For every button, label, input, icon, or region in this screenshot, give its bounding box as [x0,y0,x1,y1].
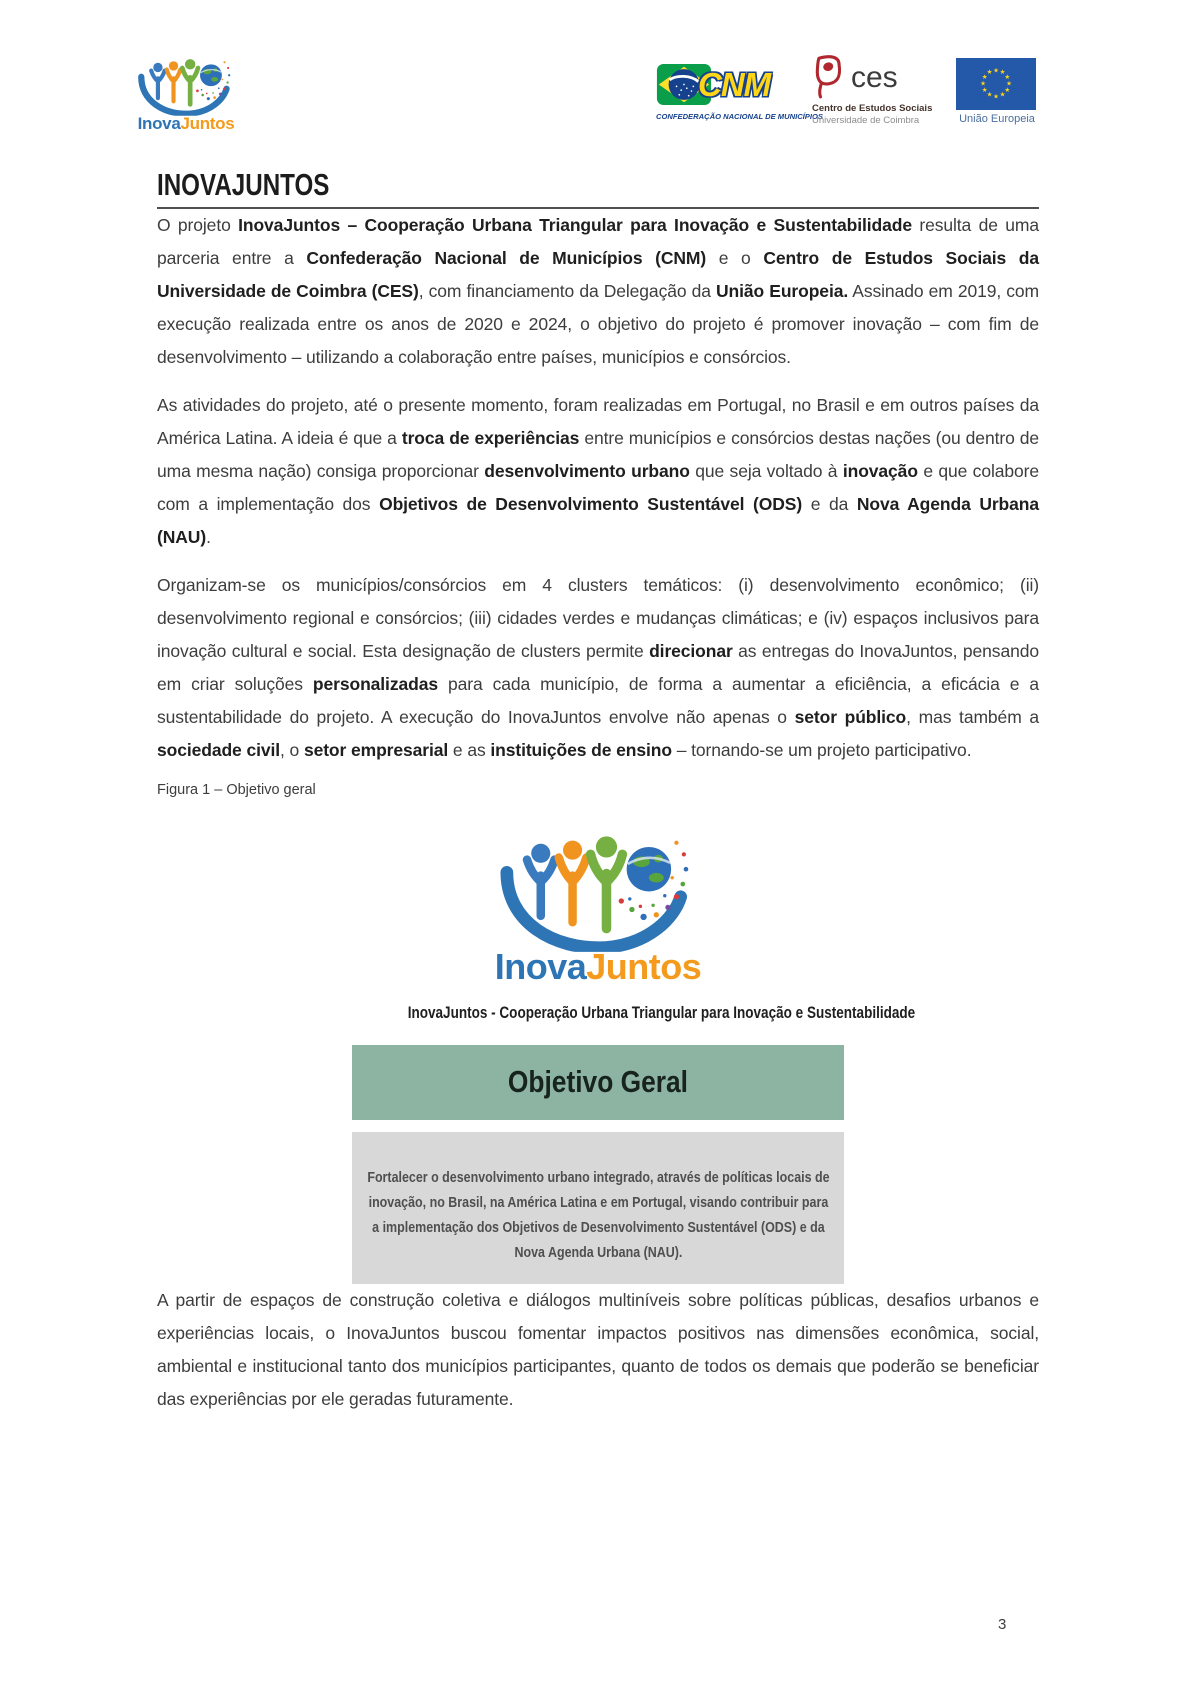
figure-objective-title: Objetivo Geral [507,1064,689,1100]
ces-acronym: ces [851,61,898,94]
inovajuntos-logo [133,48,239,134]
ces-caption-line1: Centro de Estudos Sociais [812,103,933,114]
figure-inovajuntos-wordmark [352,946,844,988]
figure-inovajuntos-logo-icon [492,814,704,952]
figure-title: InovaJuntos - Cooperação Urbana Triangular para Inovação e Sustentabilidade [407,1004,916,1023]
paragraph-4: A partir de espaços de construção coletiva e diálogos multiníveis sobre políticas públicas, desafios urbanos e experiências locais, o InovaJuntos buscou fomentar impactos positivos nas dimensões econômica, social, ambiental e institucional tanto dos municípios participantes, quanto de todos os demais que poderão se beneficiar das experiências por ele geradas futuramente. [157,1290,1039,1410]
figure-wordmark-inova: Inova [494,946,587,988]
page-title: INOVAJUNTOS [157,167,330,202]
figure-caption: Figura 1 – Objetivo geral [157,782,316,799]
paragraph-2: As atividades do projeto, até o presente momento, foram realizadas em Portugal, no Brasil e em outros países da América Latina. A ideia é que a troca de experiências entre municípios e consórcios destas nações (ou dentro de uma mesma nação) consiga proporcionar desenvolvimento urbano que seja voltado à inovação e que colabore com a implementação dos Objetivos de Desenvolvimento Sustentável (ODS) e da Nova Agenda Urbana (NAU). [157,395,1040,548]
ces-caption-line2: Universidade de Coimbra [812,115,920,126]
inovajuntos-wordmark-juntos: Juntos [180,114,235,133]
paragraph-1: O projeto InovaJuntos – Cooperação Urbana Triangular para Inovação e Sustentabilidade resulta de uma parceria entre a Confederação Nacional de Municípios (CNM) e o Centro de Estudos Sociais da Universidade de Coimbra (CES), com financiamento da Delegação da União Europeia. Assinado em 2019, com execução realizada entre os anos de 2020 e 2024, o objetivo do projeto é promover inovação – com fim de desenvolvimento – utilizando a colaboração entre países, municípios e consórcios. [157,215,1040,368]
figure-objective-text: Fortalecer o desenvolvimento urbano integrado, através de políticas locais de inovação, no Brasil, na América Latina e em Portugal, visando contribuir para a implementação dos Objetivos de Desenvolvimento Sustentável (ODS) e da Nova Agenda Urbana (NAU). [366,1170,830,1262]
paragraph-3: Organizam-se os municípios/consórcios em 4 clusters temáticos: (i) desenvolvimento econômico; (ii) desenvolvimento regional e consórcios; (iii) cidades verdes e mudanças climáticas; e (iv) espaços inclusivos para inovação cultural e social. Esta designação de clusters permite direcionar as entregas do InovaJuntos, pensando em criar soluções personalizadas para cada município, de forma a aumentar a eficiência, a eficácia e a sustentabilidade do projeto. A execução do InovaJuntos envolve não apenas o setor público, mas também a sociedade civil, o setor empresarial e as instituições de ensino – tornando-se um projeto participativo. [157,575,1039,761]
figure-title-row [352,1004,916,1023]
figure-wordmark-juntos: Juntos [586,946,702,988]
cnm-logo [656,60,823,121]
inovajuntos-logo-icon [134,48,238,116]
eu-flag-icon [956,58,1036,110]
inovajuntos-wordmark-inova: Inova [137,114,181,133]
cnm-logo-row [656,60,796,108]
figure-objetivo-geral [352,814,916,1284]
inovajuntos-wordmark [133,114,239,134]
eu-caption: União Europeia [959,113,1035,125]
eu-logo [956,58,1038,125]
ces-logo [812,52,944,126]
page-number: 3 [998,1616,1007,1633]
figure-objective-header-box [352,1045,844,1120]
cnm-acronym: CNM [698,65,771,103]
ces-logo-row [812,52,944,100]
figure-objective-text-box [352,1132,844,1284]
document-body [157,168,1039,1431]
cnm-caption: CONFEDERAÇÃO NACIONAL DE MUNICÍPIOS [656,112,823,121]
ces-icon [812,52,846,100]
